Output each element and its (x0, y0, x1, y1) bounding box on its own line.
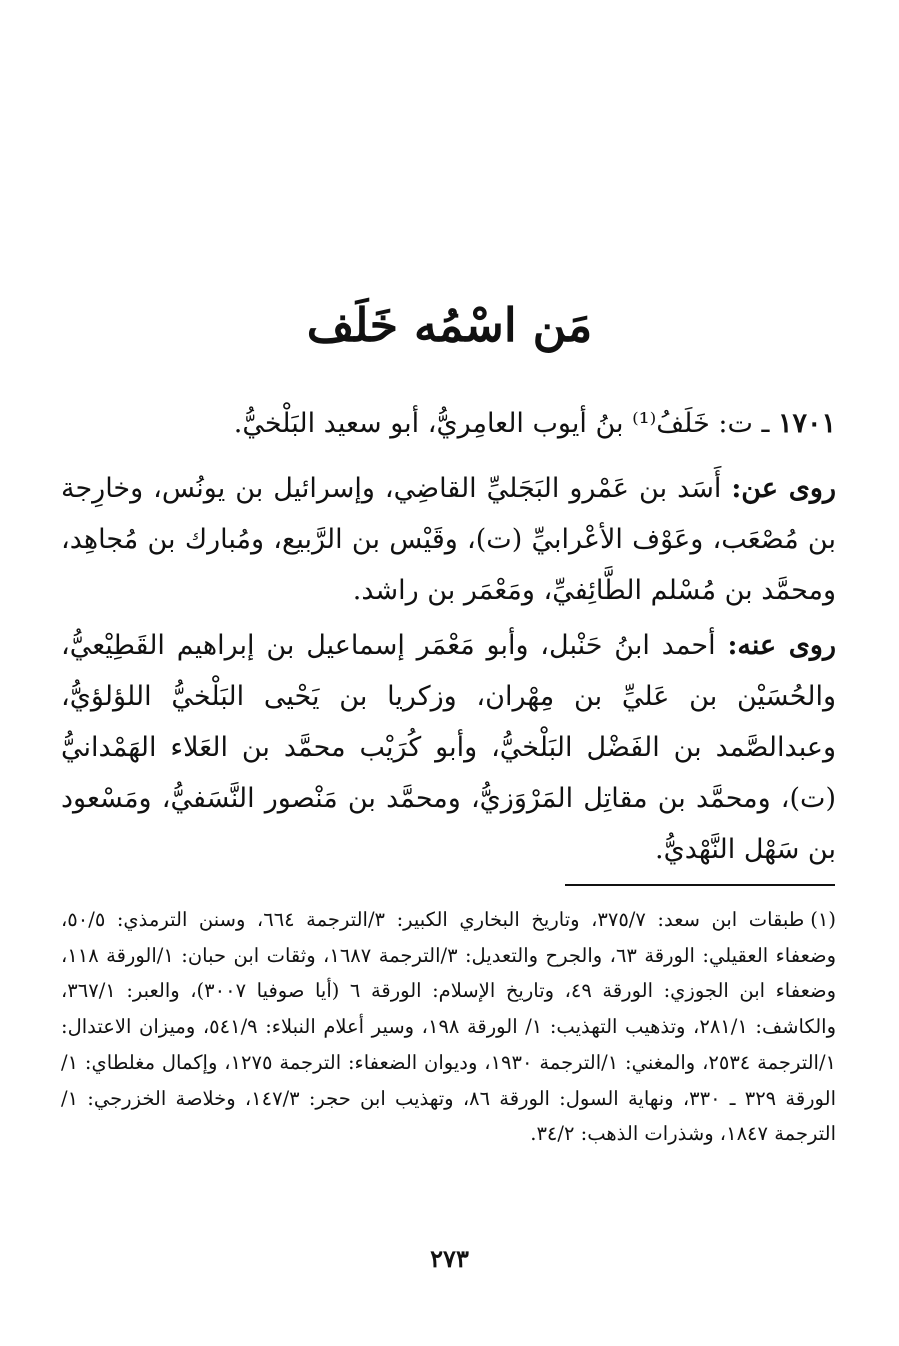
footnote (61, 902, 836, 1152)
entry-number: ١٧٠١ (777, 408, 836, 439)
page-number: ٢٧٣ (430, 1244, 469, 1273)
footnote-text: طبقات ابن سعد: ٣٧٥/٧، وتاريخ البخاري الكبير: ٣/الترجمة ٦٦٤، وسنن الترمذي: ٥٠/٥، وضعفاء العقيلي: الورقة ٦٣، والجرح والتعديل: ٣/الترجمة ١٦٨٧، وثقات ابن حبان: ١/الورقة ١١٨، وضعفاء ابن الجوزي: الورقة ٤٩، وتاريخ الإسلام: الورقة ٦ (أيا صوفيا ٣٠٠٧)، والعبر: ٣٦٧/١، والكاشف: ٢٨١/١، وتذهيب التهذيب: ١/ الورقة ١٩٨، وسير أعلام النبلاء: ٥٤١/٩، وميزان الاعتدال: ١/الترجمة ٢٥٣٤، والمغني: ١/الترجمة ١٩٣٠، وديوان الضعفاء: الترجمة ١٢٧٥، وإكمال مغلطاي: ١/الورقة ٣٢٩ ـ ٣٣٠، ونهاية السول: الورقة ٨٦، وتهذيب ابن حجر: ١٤٧/٣، وخلاصة الخزرجي: ١/الترجمة ١٨٤٧، وشذرات الذهب: ٣٤/٢. (61, 908, 837, 1146)
entry-heading (61, 398, 836, 449)
entry-name: ـ ت: خَلَفُ⁽¹⁾ بنُ أيوب العامِريُّ، أبو سعيد البَلْخيُّ. (233, 408, 778, 439)
narrated-by-label: روى عنه: (727, 630, 836, 661)
chapter-title: مَن اسْمُه خَلَف (306, 298, 593, 352)
narrated-by-paragraph (61, 620, 836, 875)
footnote-marker: (١) (810, 908, 836, 931)
narrated-from-label: روى عن: (731, 473, 836, 504)
narrated-from-text: أَسَد بن عَمْرو البَجَليِّ القاضِي، وإسرائيل بن يونُس، وخارِجة بن مُصْعَب، وعَوْف الأعْرابيِّ (ت)، وقَيْس بن الرَّبيع، ومُبارك بن مُجاهِد، ومحمَّد بن مُسْلم الطَّائِفيِّ، ومَعْمَر بن راشد. (61, 473, 836, 606)
narrated-from-paragraph (61, 463, 836, 616)
narrated-by-text: أحمد ابنُ حَنْبل، وأبو مَعْمَر إسماعيل بن إبراهيم القَطِيْعيُّ، والحُسَيْن بن عَليِّ بن مِهْران، وزكريا بن يَحْيى البَلْخيُّ اللؤلؤيُّ، وعبدالصَّمد بن الفَضْل البَلْخيُّ، وأبو كُرَيْب محمَّد بن العَلاء الهَمْدانيُّ (ت)، ومحمَّد بن مقاتِل المَرْوَزيُّ، ومحمَّد بن مَنْصور النَّسَفيُّ، ومَسْعود بن سَهْل النَّهْديُّ. (61, 630, 836, 865)
footnote-divider (565, 884, 835, 886)
